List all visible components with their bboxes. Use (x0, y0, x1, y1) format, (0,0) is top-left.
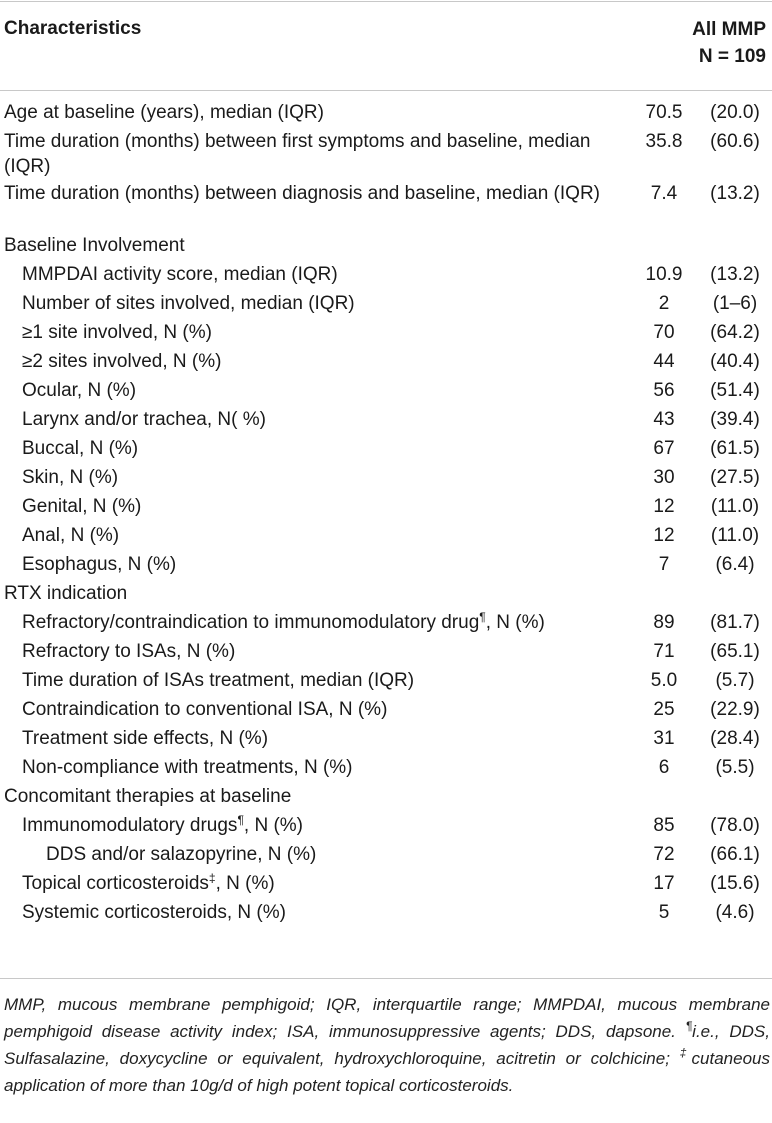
row-value: 17 (653, 873, 675, 894)
table-row (0, 181, 772, 229)
table-row (0, 262, 772, 291)
table-row (0, 726, 772, 755)
row-label: Systemic corticosteroids, N (%) (22, 902, 286, 923)
top-rule (0, 1, 772, 2)
row-percent: (13.2) (710, 183, 760, 204)
row-label: Buccal, N (%) (22, 438, 139, 459)
row-label: Larynx and/or trachea, N( %) (22, 409, 266, 430)
row-value: 43 (653, 409, 675, 430)
table-row (0, 813, 772, 842)
row-value: 25 (653, 699, 675, 720)
row-label-tail: , N (%) (243, 815, 303, 836)
row-percent: (39.4) (710, 409, 760, 430)
section-label: RTX indication (4, 583, 128, 604)
row-label (0, 813, 642, 838)
row-label: DDS and/or salazopyrine, N (%) (46, 844, 317, 865)
table-row (0, 755, 772, 784)
row-value: 6 (658, 757, 670, 778)
column-title: All MMP (692, 19, 766, 40)
row-label-tail: , N (%) (485, 612, 545, 633)
row-percent: (27.5) (710, 467, 760, 488)
row-value: 7.4 (650, 183, 678, 204)
row-percent: (61.5) (710, 438, 760, 459)
column-header (692, 16, 766, 70)
row-value: 10.9 (645, 264, 683, 285)
row-label: Number of sites involved, median (IQR) (22, 293, 355, 314)
row-value: 70.5 (645, 102, 683, 123)
row-value: 30 (653, 467, 675, 488)
row-percent: (11.0) (710, 496, 760, 517)
section-header (0, 581, 772, 610)
table-row (0, 129, 772, 177)
row-value: 71 (653, 641, 675, 662)
row-label: Non-compliance with treatments, N (%) (22, 757, 353, 778)
header-rule (0, 90, 772, 91)
row-value: 12 (653, 525, 675, 546)
row-percent: (81.7) (710, 612, 760, 633)
characteristics-header: Characteristics (4, 18, 142, 39)
row-value: 85 (653, 815, 675, 836)
row-label: ≥1 site involved, N (%) (22, 322, 212, 343)
row-percent: (60.6) (710, 131, 760, 152)
row-percent: (65.1) (710, 641, 760, 662)
row-label: Skin, N (%) (22, 467, 119, 488)
row-label: Time duration (months) between diagnosis and baseline, median (IQR) (4, 183, 600, 204)
row-percent: (66.1) (710, 844, 760, 865)
table-row (0, 523, 772, 552)
row-label: Time duration (months) between first symptoms and baseline, median (IQR) (4, 131, 591, 177)
column-n: N = 109 (698, 46, 766, 67)
footnote-text-1: MMP, mucous membrane pemphigoid; IQR, interquartile range; MMPDAI, mucous membrane pemphigoid disease activity index; ISA, immunosuppressive agents; DDS, dapsone. (4, 995, 770, 1041)
row-value: 2 (658, 293, 670, 314)
row-label-text: Topical corticosteroids (22, 873, 209, 894)
table-row (0, 668, 772, 697)
footnote-marker: ¶ (479, 610, 486, 624)
row-percent: (64.2) (710, 322, 760, 343)
row-label: MMPDAI activity score, median (IQR) (22, 264, 338, 285)
row-percent: (5.5) (715, 757, 755, 778)
row-label: Esophagus, N (%) (22, 554, 177, 575)
row-value: 72 (653, 844, 675, 865)
table-row (0, 842, 772, 871)
row-label (0, 871, 642, 896)
row-label: Treatment side effects, N (%) (22, 728, 269, 749)
table-row (0, 349, 772, 378)
table-row (0, 291, 772, 320)
table-row (0, 378, 772, 407)
row-value: 12 (653, 496, 675, 517)
row-value: 5.0 (650, 670, 678, 691)
row-percent: (78.0) (710, 815, 760, 836)
row-value: 89 (653, 612, 675, 633)
table-row (0, 871, 772, 900)
row-percent: (51.4) (710, 380, 760, 401)
footnote-marker: ‡ (208, 871, 216, 885)
row-value: 7 (658, 554, 670, 575)
table-row (0, 900, 772, 929)
row-value: 5 (658, 902, 670, 923)
row-percent: (20.0) (710, 102, 760, 123)
table-body (0, 100, 772, 929)
row-percent: (5.7) (715, 670, 755, 691)
row-label: Ocular, N (%) (22, 380, 137, 401)
row-label-text: Refractory/contraindication to immunomodulatory drug (22, 612, 480, 633)
table-row (0, 639, 772, 668)
row-percent: (11.0) (710, 525, 760, 546)
table-row (0, 552, 772, 581)
row-percent: (1–6) (712, 293, 758, 314)
table-row (0, 697, 772, 726)
row-percent: (6.4) (715, 554, 755, 575)
bottom-rule (0, 978, 772, 979)
footnote-text-3: cutaneous application of more than 10g/d of high potent topical corticosteroids. (4, 1049, 770, 1095)
row-percent: (40.4) (710, 351, 760, 372)
row-value: 70 (653, 322, 675, 343)
table-footnote (4, 991, 770, 1099)
row-label: Age at baseline (years), median (IQR) (4, 102, 324, 123)
row-percent: (22.9) (710, 699, 760, 720)
row-value: 31 (653, 728, 675, 749)
section-header (0, 233, 772, 262)
row-value: 35.8 (645, 131, 683, 152)
footnote-marker: ¶ (237, 813, 244, 827)
table-row (0, 465, 772, 494)
section-label: Baseline Involvement (4, 235, 185, 256)
row-label: ≥2 sites involved, N (%) (22, 351, 222, 372)
row-percent: (28.4) (710, 728, 760, 749)
row-label: Time duration of ISAs treatment, median (IQR) (22, 670, 415, 691)
table-row (0, 320, 772, 349)
row-value: 56 (653, 380, 675, 401)
row-label-text: Immunomodulatory drugs (22, 815, 238, 836)
row-label: Genital, N (%) (22, 496, 142, 517)
footnote-text-2: i.e., DDS, Sulfasalazine, doxycycline or equivalent, hydroxychloroquine, acitretin or colchicine; (4, 1022, 770, 1068)
table-row (0, 436, 772, 465)
row-label: Contraindication to conventional ISA, N (%) (22, 699, 388, 720)
table-row (0, 407, 772, 436)
row-label-tail: , N (%) (215, 873, 275, 894)
row-label (0, 610, 642, 635)
footnote-marker: ‡ (679, 1046, 692, 1060)
row-label: Anal, N (%) (22, 525, 120, 546)
row-label: Refractory to ISAs, N (%) (22, 641, 236, 662)
section-label: Concomitant therapies at baseline (4, 786, 292, 807)
table-row (0, 610, 772, 639)
row-value: 67 (653, 438, 675, 459)
table-row (0, 494, 772, 523)
section-header (0, 784, 772, 813)
row-value: 44 (653, 351, 675, 372)
table-row (0, 100, 772, 129)
row-percent: (13.2) (710, 264, 760, 285)
row-percent: (15.6) (710, 873, 760, 894)
footnote-marker: ¶ (685, 1019, 693, 1033)
row-percent: (4.6) (715, 902, 755, 923)
